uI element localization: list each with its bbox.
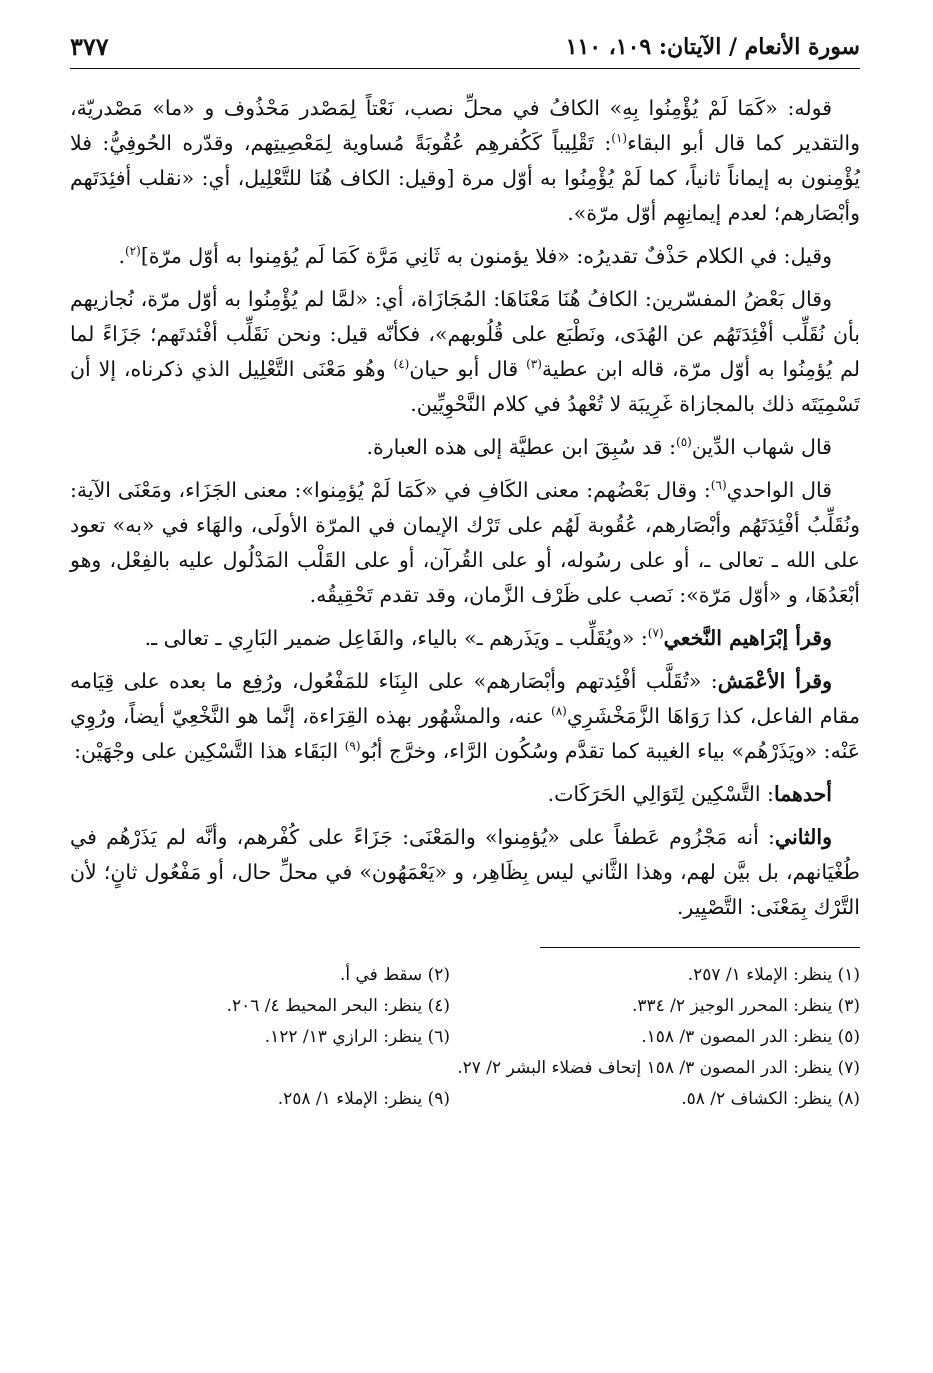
paragraph: قال الواحدي$^{(٦)}$: وقال بَعْضُهم: معنى الكَافِ في «كَمَا لَمْ يُؤمِنوا»: معنى الجَزَاء، ومَعْنَى الآية: ونُقَلِّبُ أفْئِدَتَهُم وأبْصَارهم، عُقُوبة لَهُم على تَرْك الإيمان في المرّة الأولَى، والهَاء في «به» تعود على الله ـ تعالى ـ، أو على رسُوله، أو على القُرآن، أو على القَلْب المَدْلُول عليه بالفِعْل، وهو أبْعَدُهَا، و «أوّل مَرّة»: نَصب على ظَرْف الزَّمان، وقد تقدم تَحْقِيقُه. [70,478,860,607]
footnote-item: (٨) ينظر: الكشاف ٢/ ٥٨. [681,1089,860,1109]
footnote-item: (٧) ينظر: الدر المصون ٣/ ١٥٨ إتحاف فضلاء البشر ٢/ ٢٧. [457,1058,860,1078]
book-page [70,30,860,1115]
paragraph: وقيل: في الكلام حَذْفٌ تقديرُه: «فلا يؤمنون به ثَانِي مَرَّة كَمَا لَم يُؤمِنوا به أوّل مرّة]$^{(٢)}$. [118,244,832,268]
paragraph: وقرأ إبْرَاهيم النَّخعي$^{(٧)}$: «ويُقَلِّب ـ ويَذَرهم ـ» بالياء، والفَاعِل ضمير البَارِي ـ تعالى ـ. [144,626,832,650]
footnote-item: (٦) ينظر: الرازي ١٣/ ١٢٢. [264,1027,450,1047]
footnote-item: (٣) ينظر: المحرر الوجيز ٢/ ٣٣٤. [631,996,860,1016]
running-title: سورة الأنعام / الآيتان: ١٠٩، ١١٠ [565,34,860,60]
footnote-ref: (٥) [676,435,692,450]
footnote-ref: (٣) [526,357,542,372]
page-number: ٣٧٧ [70,32,109,61]
footnote-ref: (١) [611,131,628,146]
paragraph: وقرأ الأعْمَش: «تُقَلَّب أفْئِدتهم وأبْصَارهم» على البِنَاء للمَفْعُول، ورُفِع ما بعده على قِيَامه مقام الفاعل، كذا رَوَاهَا الزَّمَخْشَرِي$^{(٨)}$ عنه، والمشْهُور بهذه القِرَاءة، إنَّما هو النَّخْعِيّ أيضاً، ورُوِي عَنْه: «ويَذَرْهُم» بياء الغيبة كما تقدَّم وسُكُون الرَّاء، وخرَّج أبُو$^{(٩)}$ البَقَاء هذا التَّسْكِين على وجْهَيْن: [70,669,860,763]
main-text [70,91,860,925]
footnote-item: (٢) سقط في أ. [339,965,450,985]
paragraph: والثاني: أنه مَجْزُوم عَطفاً على «يُؤمِنوا» والمَعْنَى: جَزَاءً على كُفْرهم، وأنَّه لم يَذَرْهُم في طُغْيَانهم، بل بيَّن لهم، وهذا الثَّاني ليس بِظَاهِر، و «يَعْمَهُون» في محلِّ حال، أو مَفْعُول ثانٍ؛ لأن التَّرْك بِمَعْنَى: التَّصْيِير. [70,825,860,919]
footnote-item: (١) ينظر: الإملاء ١/ ٢٥٧. [687,965,860,985]
footnote-ref: (٢) [124,244,141,259]
paragraph: وقال بَعْضُ المفسّرين: الكافُ هُنَا مَعْنَاهَا: المُجَازَاة، أي: «لمَّا لم يُؤْمِنُوا به أوّل مرّة، نُجازيهم بأن نُقَلِّب أفْئِدَتَهُم عن الهُدَى، ونَطْبَع على قُلُوبهم»، فكأنّه قيل: ونحن نَقَلِّب أفْئدتَهم؛ جَزَاءً لما لم يُؤمِنُوا به أوّل مرّة، قاله ابن عطية$^{(٣)}$ قال أبو حيان$^{(٤)}$ وهُو مَعْنَى التَّعْلِيل الذي ذكرناه، إلا أن تَسْمِيَتَه ذلك بالمجازاة غَرِيبَة لا تُعْهدُ في كلام النَّحْوِيِّين. [70,287,861,416]
paragraph: قال شهاب الدِّين$^{(٥)}$: قد سُبِقَ ابن عطيَّة إلى هذه العبارة. [366,435,832,459]
page-header [70,30,860,69]
footnote-ref: (٨) [551,704,567,719]
footnote-ref: (٤) [393,357,410,372]
paragraph: أحدهما: التَّسْكِين لِتَوَالِي الحَرَكَات. [547,782,832,806]
footnote-ref: (٩) [344,739,361,754]
footnote-separator [540,947,860,948]
footnotes [70,960,860,1115]
footnote-item: (٩) ينظر: الإملاء ١/ ٢٥٨. [277,1089,450,1109]
footnote-item: (٤) ينظر: البحر المحيط ٤/ ٢٠٦. [226,996,450,1016]
paragraph: قوله: «كَمَا لَمْ يُؤْمِنُوا بِهِ» الكافُ في محلِّ نصب، نَعْتاً لِمَصْدر مَحْذُوف و «ما» مَصْدريّة، والتقدير كما قال أبو البقاء$^{(١)}$: تَقْلِيباً كَكُفرهِم عُقُوبَةً مُساوية لِمَعْصِيتِهم، وقدّره الحُوفِيُّ: فلا يُؤْمِنون به إيماناً ثانياً، كما لَمْ يُؤْمِنُوا به أوّل مرة [وقيل: الكاف هُنَا للتَّعْلِيل، أي: «نقلب أفئِدَتَهم وأبْصَارهم؛ لعدم إيمانِهِم أوّل مرّة». [70,96,860,225]
footnote-item: (٥) ينظر: الدر المصون ٣/ ١٥٨. [641,1027,860,1047]
footnote-ref: (٧) [647,626,664,641]
footnote-ref: (٦) [710,478,727,493]
